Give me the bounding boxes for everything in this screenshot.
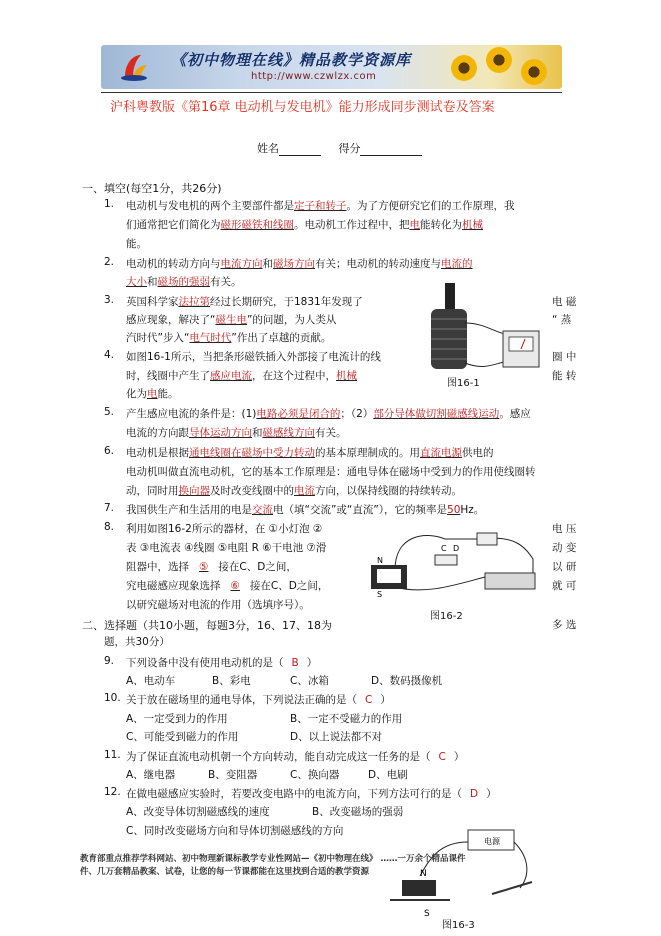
s-label: S <box>424 909 430 919</box>
question-text: 电动机叫做直流电动机，它的基本工作原理是：通电导体在磁场中受到力的作用使线圈转 <box>126 466 536 478</box>
question-text: 下列设备中没有使用电动机的是（ B ） <box>126 657 318 669</box>
answer: 定子和转子 <box>294 200 347 212</box>
answer: 电 <box>147 388 158 400</box>
question-number: 12. <box>104 786 121 798</box>
option: D、电刷 <box>368 769 408 781</box>
question-number: 2. <box>104 256 115 268</box>
answer: C <box>438 751 446 763</box>
question-number: 7. <box>104 502 115 514</box>
terminal-d <box>477 533 497 545</box>
question-text: 电流的方向跟导体运动方向和磁感线方向有关。 <box>126 427 347 439</box>
name-label: 姓名 <box>257 142 279 155</box>
question-text: 电动机的转动方向与电流方向和磁场方向有关；电动机的转动速度与电流的 <box>126 258 473 270</box>
answer: 机械 <box>336 370 357 382</box>
option: A、一定受到力的作用 <box>126 713 228 725</box>
footer-line: 教育部重点推荐学科网站、初中物理新课标教学专业性网站—《初中物理在线》 ……一万余个精品课件 <box>80 854 466 864</box>
option: C、可能受到磁力的作用 <box>126 731 239 743</box>
label-n: N <box>377 556 383 565</box>
option: C、冰箱 <box>290 675 329 687</box>
answer: 电气时代 <box>189 332 232 344</box>
question-text: 大小和磁场的强弱有关。 <box>126 276 242 288</box>
answer: 电 <box>409 219 420 231</box>
label-c: C <box>441 544 447 553</box>
section-title: 题，共30分） <box>104 636 170 648</box>
sunflower-icon <box>451 55 477 81</box>
question-text: 在做电磁感应实验时，若要改变电路中的电流方向，下列方法可行的是（ D ） <box>126 788 497 800</box>
name-score-line <box>257 140 422 156</box>
question-number: 4. <box>104 349 115 361</box>
bar-magnet <box>445 283 455 311</box>
answer: 磁形磁铁和线圈 <box>220 219 294 231</box>
option: B、变阻器 <box>208 769 258 781</box>
answer: 部分导体做切割磁感线运动 <box>373 408 500 420</box>
footer-line: 件、几万套精品教案、试卷，让您的每一节课都能在这里找到合适的教学资源 <box>80 867 370 877</box>
question-text: 电 压 <box>552 523 577 535</box>
option: B、彩电 <box>212 675 251 687</box>
option: A、改变导体切割磁感线的速度 <box>126 806 270 818</box>
question-text: 我国供生产和生活用的电是交流电（填“交流”或“直流”），它的频率是50Hz。 <box>126 504 485 516</box>
answer: B <box>291 657 299 669</box>
question-text: 利用如图16-2所示的器材，在 ①小灯泡 ② <box>126 523 323 535</box>
answer: 直流电源 <box>420 447 462 459</box>
banner-url: http://www.czwlzx.com <box>251 71 377 82</box>
section-title: 一、填空(每空1分，共26分) <box>82 182 222 195</box>
sunflower-icon <box>486 47 512 73</box>
question-text: 化为电能。 <box>126 388 179 400</box>
document-title: 沪科粤教版《第16章 电动机与发电机》能力形成同步测试卷及答案 <box>110 100 495 115</box>
answer: 感应电流 <box>210 370 252 382</box>
section-title: 多 选 <box>552 619 577 631</box>
question-number: 3. <box>104 294 115 306</box>
question-number: 9. <box>104 655 115 667</box>
question-text: 以研究磁场对电流的作用（选填序号）。 <box>126 599 310 611</box>
section-title: 二、选择题（共10小题，每题3分，16、17、18为 <box>82 619 332 632</box>
question-text: 如图16-1所示，当把条形磁铁插入外部接了电流计的线 <box>126 351 381 363</box>
question-number: 1. <box>104 198 115 210</box>
option: D、以上说法都不对 <box>290 731 383 743</box>
question-text: 阻器中，选择 ⑤ 接在C、D之间， <box>126 561 297 573</box>
answer: 通电线圈在磁场中受力转动 <box>189 447 315 459</box>
question-text: 动，同时用换向器及时改变线圈中的电流方向，以保持线圈的持续转动。 <box>126 485 462 497</box>
answer: 电流 <box>294 485 315 497</box>
question-text: 表 ③电流表 ④线圈 ⑤电阻 R ⑥干电池 ⑦滑 <box>126 542 327 554</box>
header-banner <box>101 45 562 89</box>
answer: C <box>365 694 373 706</box>
option: B、一定不受磁力的作用 <box>290 713 403 725</box>
name-blank[interactable] <box>279 155 321 156</box>
question-text: 能 转 <box>552 370 577 382</box>
figure-16-1 <box>425 283 545 388</box>
question-text: “ 蒸 <box>552 314 572 326</box>
option: A、继电器 <box>126 769 176 781</box>
question-number: 8. <box>104 521 115 533</box>
answer: 机械 <box>462 219 483 231</box>
answer: 法拉第 <box>178 296 210 308</box>
logo-icon <box>119 51 149 83</box>
question-text: 感应现象，解决了“磁生电”的问题，为人类从 <box>126 314 337 326</box>
figure-caption: 图16-2 <box>430 611 463 622</box>
score-label: 得分 <box>338 142 361 155</box>
question-text: 电 磁 <box>552 296 577 308</box>
banner-title: 《初中物理在线》精品教学资源库 <box>171 51 412 69</box>
answer: 交流 <box>252 504 273 516</box>
option: B、改变磁场的强弱 <box>312 806 404 818</box>
answer: 导体运动方向 <box>189 427 252 439</box>
answer: 50 <box>447 504 461 516</box>
question-number: 11. <box>104 749 121 761</box>
question-number: 5. <box>104 406 115 418</box>
question-number: 10. <box>104 692 121 704</box>
figure-caption: 图16-1 <box>447 378 480 389</box>
answer: ⑤ <box>199 561 209 573</box>
answer: D <box>470 788 479 800</box>
question-text: 就 可 <box>552 580 577 592</box>
label-s: S <box>377 590 383 599</box>
n-label: N <box>420 869 427 879</box>
question-text: 动 变 <box>552 542 577 554</box>
sunflower-icon <box>521 59 547 85</box>
option: D、数码摄像机 <box>371 675 443 687</box>
option: C、同时改变磁场方向和导体切割磁感线的方向 <box>126 825 344 837</box>
question-text: 圈 中 <box>552 351 577 363</box>
figure-16-2 <box>365 525 545 605</box>
option: A、电动车 <box>126 675 176 687</box>
header-rule <box>101 92 562 93</box>
magnet <box>402 880 436 896</box>
answer: 换向器 <box>178 485 210 497</box>
question-text: 汽时代”步入“电气时代”作出了卓越的贡献。 <box>126 332 332 344</box>
figure-caption: 图16-3 <box>442 920 475 931</box>
answer: 磁感线方向 <box>262 427 315 439</box>
question-number: 6. <box>104 445 115 457</box>
question-text: 英国科学家法拉第经过长期研究，于1831年发现了 <box>126 296 363 308</box>
answer: 电流方向 <box>220 258 263 270</box>
answer: 电路必须是闭合的 <box>256 408 341 420</box>
switch <box>492 882 532 894</box>
question-text: 究电磁感应现象选择 ⑥ 接在C、D之间， <box>126 580 329 592</box>
terminal-c <box>435 555 457 565</box>
score-blank[interactable] <box>360 155 422 156</box>
answer: 大小 <box>126 276 147 288</box>
answer: 电流的 <box>441 258 473 270</box>
question-text: 以 研 <box>552 561 577 573</box>
label-d: D <box>453 544 460 553</box>
question-text: 能。 <box>126 238 147 250</box>
question-text: 们通常把它们简化为磁形磁铁和线圈。电动机工作过程中，把电能转化为机械 <box>126 219 483 231</box>
option: C、换向器 <box>290 769 340 781</box>
answer: 磁场的强弱 <box>157 276 210 288</box>
question-text: 时，线圈中产生了感应电流，在这个过程中，机械 <box>126 370 357 382</box>
answer: 磁生电 <box>215 314 247 326</box>
question-text: 电动机是根据通电线圈在磁场中受力转动的基本原理制成的。用直流电源供电的 <box>126 447 494 459</box>
question-text: 为了保证直流电动机朝一个方向转动，能自动完成这一任务的是（ C ） <box>126 751 465 763</box>
question-text: 关于放在磁场里的通电导体，下列说法正确的是（ C ） <box>126 694 391 706</box>
rheostat <box>485 573 535 589</box>
question-text: 产生感应电流的条件是：(1)电路必须是闭合的；（2）部分导体做切割磁感线运动。感应 <box>126 408 531 420</box>
answer: ⑥ <box>230 580 240 592</box>
power-label: 电源 <box>484 837 500 846</box>
footer-note <box>80 853 620 879</box>
answer: 磁场方向 <box>273 258 315 270</box>
question-text: 电动机与发电机的两个主要部件都是定子和转子。为了方便研究它们的工作原理，我 <box>126 200 515 212</box>
